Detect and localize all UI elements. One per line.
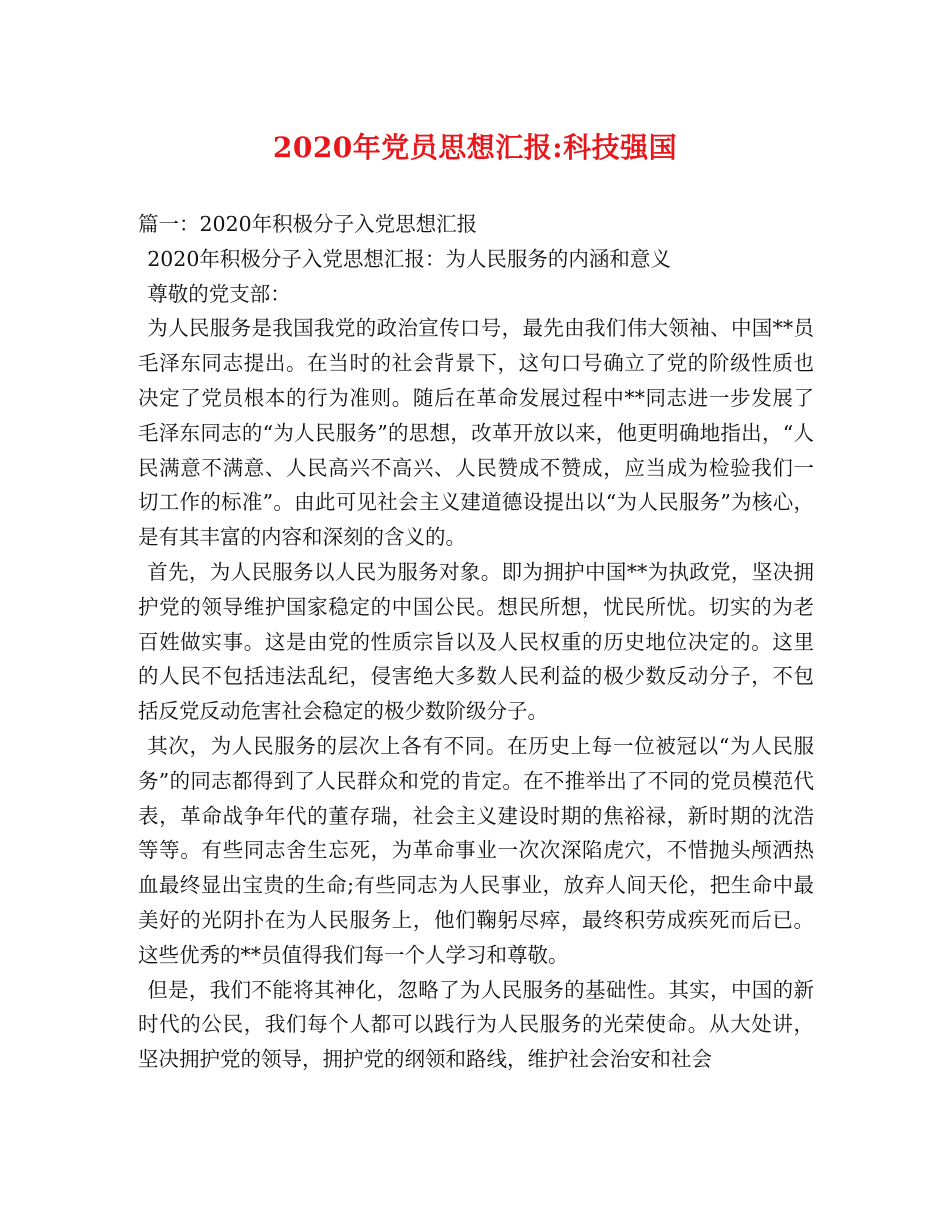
document-title: 2020年党员思想汇报:科技强国 [272, 131, 678, 164]
subtitle-line: 2020年积极分子入党思想汇报：为人民服务的内涵和意义 [147, 246, 671, 271]
document-body [138, 207, 814, 1077]
body-paragraph: 首先，为人民服务以人民为服务对象。即为拥护中国**为执政党，坚决拥护党的领导维护国家稳定的中国公民。想民所想，忧民所忧。切实的为老百姓做实事。这是由党的性质宗旨以及人民权重的历史地位决定的。这里的人民不包括违法乱纪，侵害绝大多数人民利益的极少数反动分子，不包括反党反动危害社会稳定的极少数阶级分子。 [138, 559, 814, 724]
salutation: 尊敬的党支部： [147, 281, 291, 306]
body-paragraph: 为人民服务是我国我党的政治宣传口号，最先由我们伟大领袖、中国**员毛泽东同志提出。在当时的社会背景下，这句口号确立了党的阶级性质也决定了党员根本的行为准则。随后在革命发展过程中**同志进一步发展了毛泽东同志的“为人民服务”的思想，改革开放以来，他更明确地指出，“人民满意不满意、人民高兴不高兴、人民赞成不赞成，应当成为检验我们一切工作的标准”。由此可见社会主义建道德设提出以“为人民服务”为核心，是有其丰富的内容和深刻的含义的。 [138, 316, 814, 550]
body-paragraph: 其次，为人民服务的层次上各有不同。在历史上每一位被冠以“为人民服务”的同志都得到了人民群众和党的肯定。在不推举出了不同的党员模范代表，革命战争年代的董存瑞，社会主义建设时期的焦裕禄，新时期的沈浩等等。有些同志舍生忘死，为革命事业一次次深陷虎穴，不惜抛头颅洒热血最终显出宝贵的生命;有些同志为人民事业，放弃人间天伦，把生命中最美好的光阴扑在为人民服务上，他们鞠躬尽瘁，最终积劳成疾死而后已。这些优秀的**员值得我们每一个人学习和尊敬。 [138, 733, 814, 967]
section-heading: 篇一：2020年积极分子入党思想汇报 [138, 212, 478, 236]
body-paragraph: 但是，我们不能将其神化，忽略了为人民服务的基础性。其实，中国的新时代的公民，我们每个人都可以践行为人民服务的光荣使命。从大处讲，坚决拥护党的领导，拥护党的纲领和路线，维护社会治安和社会 [138, 977, 814, 1072]
